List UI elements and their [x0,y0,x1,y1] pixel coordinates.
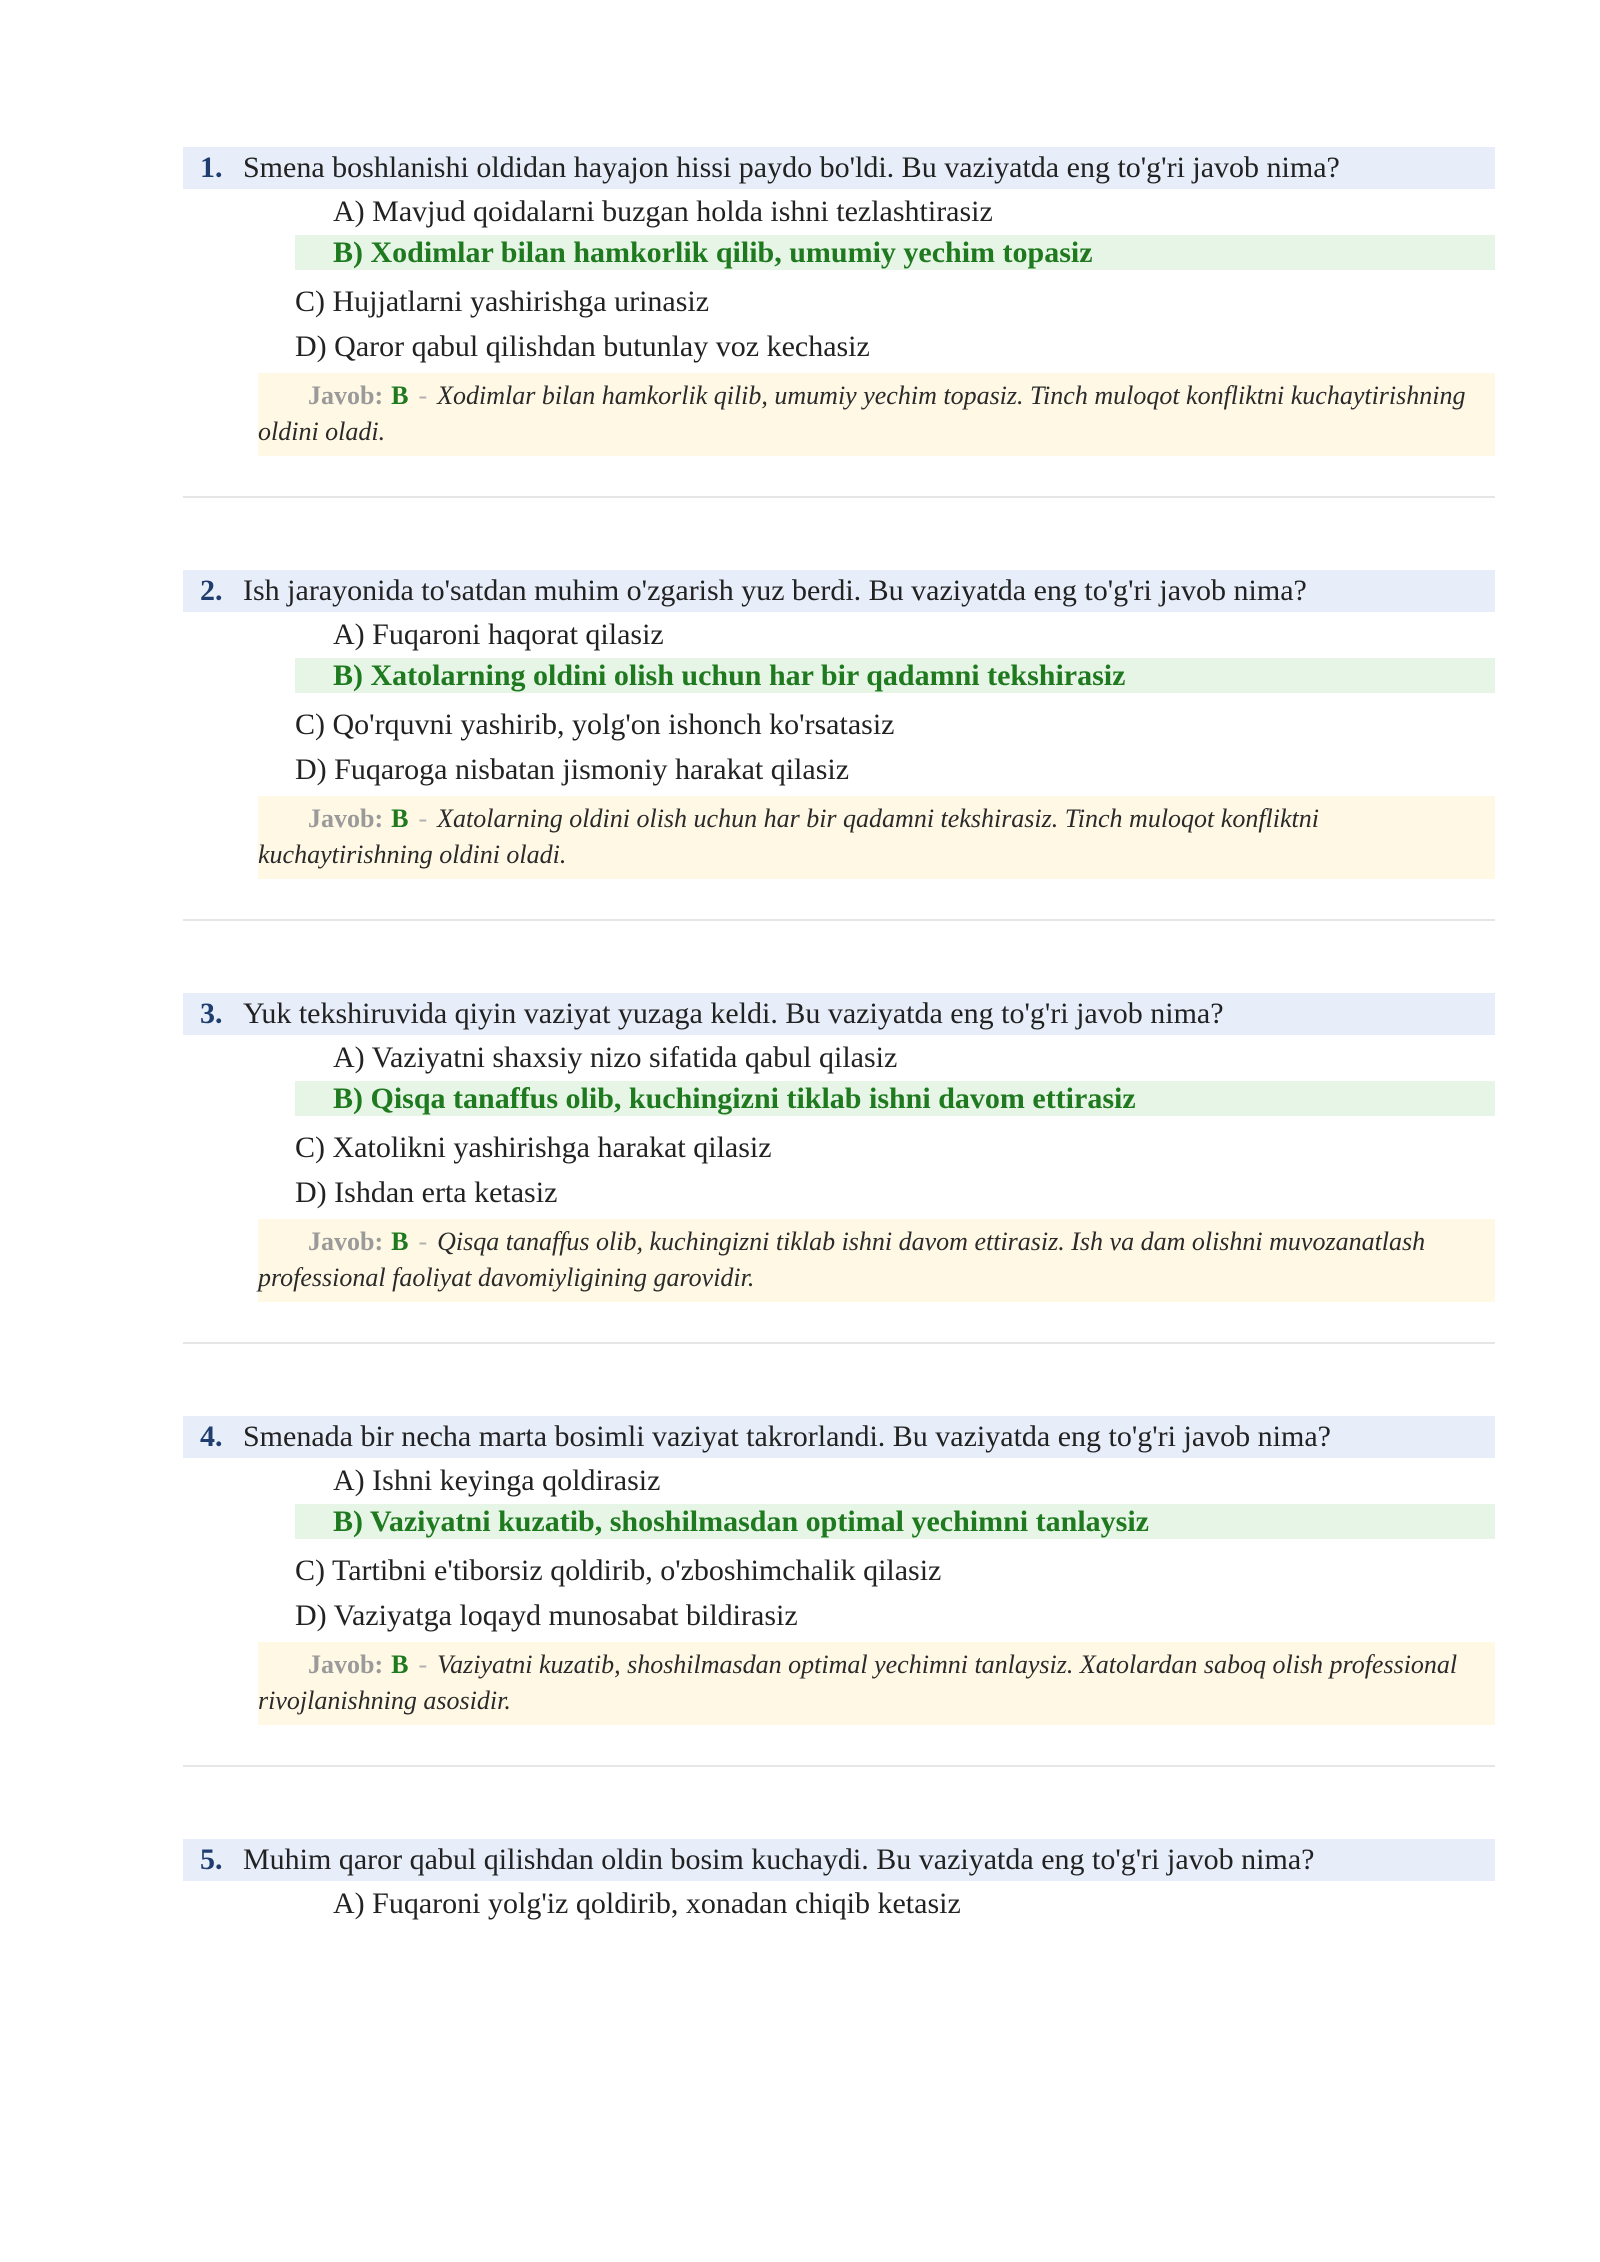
answer-explanation: Qisqa tanaffus olib, kuchingizni tiklab ishni davom ettirasiz. Ish va dam olishni muvozanatlash professional faoliyat davomiyligining garovidir. [258,1227,1426,1292]
answer-dash: - [418,1227,428,1256]
answer-head [258,378,437,414]
option-a: A) Fuqaroni haqorat qilasiz [333,618,664,651]
option-d: D) Vaziyatga loqayd munosabat bildirasiz [295,1599,798,1632]
answer-head [258,1647,437,1683]
option-a: A) Vaziyatni shaxsiy nizo sifatida qabul qilasiz [333,1041,898,1074]
answer-box [258,796,1495,879]
answer-explanation: Vaziyatni kuzatib, shoshilmasdan optimal yechimni tanlaysiz. Xatolardan saboq olish professional rivojlanishning asosidir. [258,1650,1458,1715]
option-d: D) Fuqaroga nisbatan jismoniy harakat qilasiz [295,753,850,786]
quiz-page [183,147,1495,2262]
option-d: D) Qaror qabul qilishdan butunlay voz kechasiz [295,330,870,363]
option-c: C) Xatolikni yashirishga harakat qilasiz [295,1131,772,1164]
answer-explanation: Xatolarning oldini olish uchun har bir qadamni tekshirasiz. Tinch muloqot konfliktni kuchaytirishning oldini oladi. [258,804,1319,869]
option-b-correct: B) Xatolarning oldini olish uchun har bir qadamni tekshirasiz [295,658,1495,693]
section-divider [183,1342,1495,1344]
answer-letter: B [391,804,409,833]
option-b-correct: B) Qisqa tanaffus olib, kuchingizni tiklab ishni davom ettirasiz [295,1081,1495,1116]
option-c: C) Hujjatlarni yashirishga urinasiz [295,285,710,318]
question-number: 5. [200,1843,223,1876]
answer-box [258,373,1495,456]
question-text: Yuk tekshiruvida qiyin vaziyat yuzaga keldi. Bu vaziyatda eng to'g'ri javob nima? [243,997,1224,1030]
answer-label: Javob: [308,1227,384,1256]
option-c: C) Qo'rquvni yashirib, yolg'on ishonch ko'rsatasiz [295,708,895,741]
option-d: D) Ishdan erta ketasiz [295,1176,558,1209]
section-divider [183,496,1495,498]
answer-letter: B [391,381,409,410]
option-b-correct: B) Vaziyatni kuzatib, shoshilmasdan optimal yechimni tanlaysiz [295,1504,1495,1539]
option-a: A) Fuqaroni yolg'iz qoldirib, xonadan chiqib ketasiz [333,1887,961,1920]
question-header [183,570,1495,612]
answer-dash: - [418,381,428,410]
question-block-2 [183,570,1495,993]
question-header [183,1839,1495,1881]
option-a: A) Mavjud qoidalarni buzgan holda ishni tezlashtirasiz [333,195,993,228]
answer-box [258,1642,1495,1725]
question-text: Muhim qaror qabul qilishdan oldin bosim kuchaydi. Bu vaziyatda eng to'g'ri javob nima? [243,1843,1315,1876]
question-text: Smenada bir necha marta bosimli vaziyat takrorlandi. Bu vaziyatda eng to'g'ri javob nima? [243,1420,1331,1453]
question-block-5 [183,1839,1495,2262]
question-header [183,147,1495,189]
answer-dash: - [418,1650,428,1679]
question-number: 2. [200,574,223,607]
answer-head [258,1224,437,1260]
option-a: A) Ishni keyinga qoldirasiz [333,1464,661,1497]
question-block-1 [183,147,1495,570]
question-number: 1. [200,151,223,184]
option-b-correct: B) Xodimlar bilan hamkorlik qilib, umumiy yechim topasiz [295,235,1495,270]
answer-label: Javob: [308,804,384,833]
question-number: 4. [200,1420,223,1453]
answer-explanation: Xodimlar bilan hamkorlik qilib, umumiy yechim topasiz. Tinch muloqot konfliktni kuchaytirishning oldini oladi. [258,381,1466,446]
question-header [183,1416,1495,1458]
answer-head [258,801,437,837]
question-number: 3. [200,997,223,1030]
question-block-3 [183,993,1495,1416]
answer-box [258,1219,1495,1302]
answer-letter: B [391,1227,409,1256]
question-block-4 [183,1416,1495,1839]
question-text: Ish jarayonida to'satdan muhim o'zgarish yuz berdi. Bu vaziyatda eng to'g'ri javob nima? [243,574,1307,607]
section-divider [183,919,1495,921]
option-c: C) Tartibni e'tiborsiz qoldirib, o'zboshimchalik qilasiz [295,1554,942,1587]
question-header [183,993,1495,1035]
answer-label: Javob: [308,381,384,410]
question-text: Smena boshlanishi oldidan hayajon hissi paydo bo'ldi. Bu vaziyatda eng to'g'ri javob nima? [243,151,1340,184]
answer-label: Javob: [308,1650,384,1679]
answer-letter: B [391,1650,409,1679]
section-divider [183,1765,1495,1767]
answer-dash: - [418,804,428,833]
